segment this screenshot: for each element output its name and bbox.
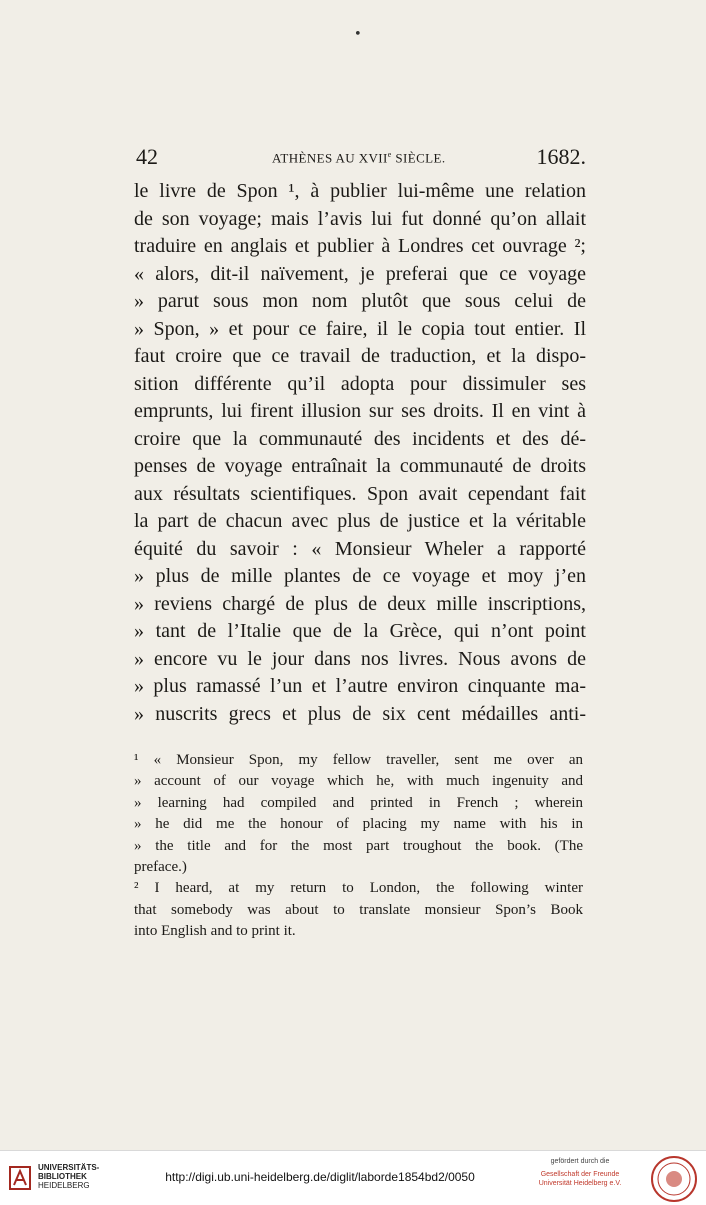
permalink-url[interactable]: http://digi.ub.uni-heidelberg.de/diglit/laborde1854bd2/0050	[165, 1170, 475, 1184]
body-line: traduire en anglais et publier à Londres cet ouvrage ²;	[134, 235, 586, 257]
body-line: de son voyage; mais l’avis lui fut donné qu’on allait	[134, 207, 586, 230]
footnote-line: » he did me the honour of placing my name with his in	[134, 816, 583, 833]
library-name[interactable]: UNIVERSITÄTS- BIBLIOTHEK HEIDELBERG	[38, 1163, 100, 1190]
footnote-line: into English and to print it.	[134, 923, 296, 940]
footnote-line: that somebody was about to translate monsieur Spon’s Book	[134, 901, 583, 918]
footnote-line: » learning had compiled and printed in French ; wherein	[134, 794, 583, 811]
body-line: » plus de mille plantes de ce voyage et moy j’en	[134, 565, 586, 587]
footnotes	[134, 750, 583, 943]
footnote-line: preface.)	[134, 859, 187, 876]
body-line: la part de chacun avec plus de justice et la véritable	[134, 510, 586, 532]
body-line: penses de voyage entraînait la communauté de droits	[134, 455, 586, 477]
sponsor-credit[interactable]: gefördert durch die Gesellschaft der Freunde Universität Heidelberg e.V.	[538, 1158, 622, 1187]
body-line: emprunts, lui firent illusion sur ses droits. Il en vint à	[134, 400, 586, 422]
running-title: ATHÈNES AU XVIIe SIÈCLE.	[272, 150, 446, 166]
page-number: 42	[136, 144, 158, 169]
body-line: » parut sous mon nom plutôt que sous celui de	[134, 290, 586, 312]
body-line: » reviens chargé de plus de deux mille inscriptions,	[134, 592, 586, 615]
body-line: « alors, dit-il naïvement, je preferai que ce voyage	[134, 262, 586, 285]
footnote-line: » the title and for the most part troughout the book. (The	[134, 837, 583, 854]
body-line: faut croire que ce travail de traduction, et la dispo-	[134, 345, 586, 367]
body-line: sition différente qu’il adopta pour dissimuler ses	[134, 372, 586, 395]
body-line: » tant de l’Italie que de la Grèce, qui n’ont point	[134, 620, 586, 642]
ink-mark: •	[354, 27, 362, 42]
body-line: équité du savoir : « Monsieur Wheler a rapporté	[134, 537, 586, 560]
body-line: » Spon, » et pour ce faire, il le copia tout entier. Il	[134, 317, 586, 340]
footnote-line: ² I heard, at my return to London, the following winter	[134, 880, 583, 897]
body-line: le livre de Spon ¹, à publier lui-même une relation	[134, 180, 586, 202]
body-line: aux résultats scientifiques. Spon avait cependant fait	[134, 482, 586, 505]
body-line: » plus ramassé l’un et l’autre environ cinquante ma-	[134, 675, 586, 697]
body-line: » nuscrits grecs et plus de six cent médailles anti-	[134, 702, 586, 725]
body-line: croire que la communauté des incidents et des dé-	[134, 427, 586, 450]
body-text	[134, 178, 586, 728]
university-seal-icon	[650, 1155, 698, 1203]
body-line: » encore vu le jour dans nos livres. Nous avons de	[134, 647, 586, 670]
year: 1682.	[536, 144, 586, 169]
running-header	[136, 144, 586, 174]
footnote-line: » account of our voyage which he, with much ingenuity and	[134, 773, 583, 790]
viewer-footer	[0, 1150, 706, 1205]
footnote-line: ¹ « Monsieur Spon, my fellow traveller, sent me over an	[134, 752, 583, 768]
